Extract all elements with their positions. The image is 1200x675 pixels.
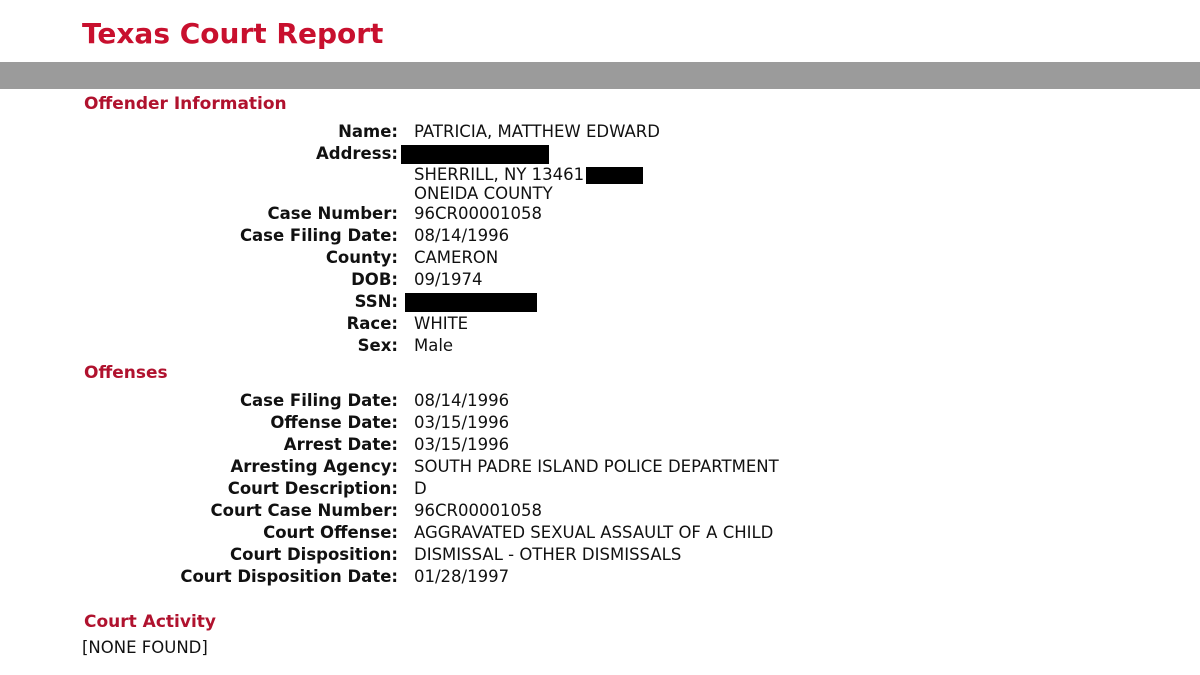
address-value bbox=[398, 143, 643, 203]
court-description-label: Court Description: bbox=[227, 479, 398, 498]
arresting-agency-row bbox=[0, 456, 1200, 478]
dob-value: 09/1974 bbox=[414, 270, 483, 289]
court-disposition-label: Court Disposition: bbox=[230, 545, 398, 564]
race-row bbox=[0, 313, 1200, 335]
court-offense-value: AGGRAVATED SEXUAL ASSAULT OF A CHILD bbox=[414, 523, 774, 542]
address-street-redaction bbox=[401, 145, 549, 164]
court-activity-section-heading: Court Activity bbox=[84, 612, 216, 632]
case-filing-date-label: Case Filing Date: bbox=[239, 226, 398, 245]
address-street-line bbox=[414, 143, 643, 165]
sex-label: Sex: bbox=[357, 336, 398, 355]
court-disposition-date-label: Court Disposition Date: bbox=[180, 567, 398, 586]
county-label: County: bbox=[325, 248, 398, 267]
ssn-row bbox=[0, 291, 1200, 313]
arrest-date-row bbox=[0, 434, 1200, 456]
county-row bbox=[0, 247, 1200, 269]
address-zip-redaction bbox=[586, 167, 643, 184]
address-label: Address: bbox=[316, 144, 398, 163]
address-city-line bbox=[414, 165, 643, 184]
arresting-agency-label: Arresting Agency: bbox=[230, 457, 398, 476]
ssn-label: SSN: bbox=[354, 292, 398, 311]
name-value: PATRICIA, MATTHEW EDWARD bbox=[414, 122, 660, 141]
address-county-line: ONEIDA COUNTY bbox=[414, 184, 553, 203]
arrest-date-value: 03/15/1996 bbox=[414, 435, 510, 454]
dob-row bbox=[0, 269, 1200, 291]
offenses-section-heading: Offenses bbox=[84, 363, 168, 383]
offense-case-filing-date-label: Case Filing Date: bbox=[239, 391, 398, 410]
case-filing-date-row bbox=[0, 225, 1200, 247]
case-number-value: 96CR00001058 bbox=[414, 204, 542, 223]
name-row bbox=[0, 121, 1200, 143]
address-row bbox=[0, 143, 1200, 203]
arrest-date-label: Arrest Date: bbox=[283, 435, 398, 454]
offender-section-heading: Offender Information bbox=[84, 94, 287, 114]
header-band bbox=[0, 62, 1200, 89]
report-title: Texas Court Report bbox=[82, 17, 384, 50]
arresting-agency-value: SOUTH PADRE ISLAND POLICE DEPARTMENT bbox=[414, 457, 779, 476]
race-label: Race: bbox=[346, 314, 398, 333]
offense-date-label: Offense Date: bbox=[270, 413, 398, 432]
offense-case-filing-date-row bbox=[0, 390, 1200, 412]
sex-value: Male bbox=[414, 336, 454, 355]
offense-case-filing-date-value: 08/14/1996 bbox=[414, 391, 510, 410]
court-case-number-label: Court Case Number: bbox=[210, 501, 398, 520]
offense-date-row bbox=[0, 412, 1200, 434]
court-activity-none-found: [NONE FOUND] bbox=[82, 638, 208, 657]
sex-row bbox=[0, 335, 1200, 357]
court-disposition-date-value: 01/28/1997 bbox=[414, 567, 510, 586]
ssn-redaction bbox=[405, 293, 537, 312]
court-case-number-row bbox=[0, 500, 1200, 522]
offense-date-value: 03/15/1996 bbox=[414, 413, 510, 432]
court-disposition-value: DISMISSAL - OTHER DISMISSALS bbox=[414, 545, 682, 564]
case-number-label: Case Number: bbox=[267, 204, 398, 223]
dob-label: DOB: bbox=[351, 270, 398, 289]
ssn-value bbox=[398, 291, 537, 313]
case-number-row bbox=[0, 203, 1200, 225]
court-offense-row bbox=[0, 522, 1200, 544]
address-city: SHERRILL, NY 13461 bbox=[414, 165, 585, 184]
name-label: Name: bbox=[338, 122, 398, 141]
court-offense-label: Court Offense: bbox=[263, 523, 398, 542]
race-value: WHITE bbox=[414, 314, 469, 333]
court-disposition-date-row bbox=[0, 566, 1200, 588]
court-case-number-value: 96CR00001058 bbox=[414, 501, 542, 520]
offenses-details bbox=[0, 390, 1200, 588]
county-value: CAMERON bbox=[414, 248, 499, 267]
offender-details bbox=[0, 121, 1200, 357]
case-filing-date-value: 08/14/1996 bbox=[414, 226, 510, 245]
court-description-value: D bbox=[414, 479, 427, 498]
court-description-row bbox=[0, 478, 1200, 500]
court-disposition-row bbox=[0, 544, 1200, 566]
